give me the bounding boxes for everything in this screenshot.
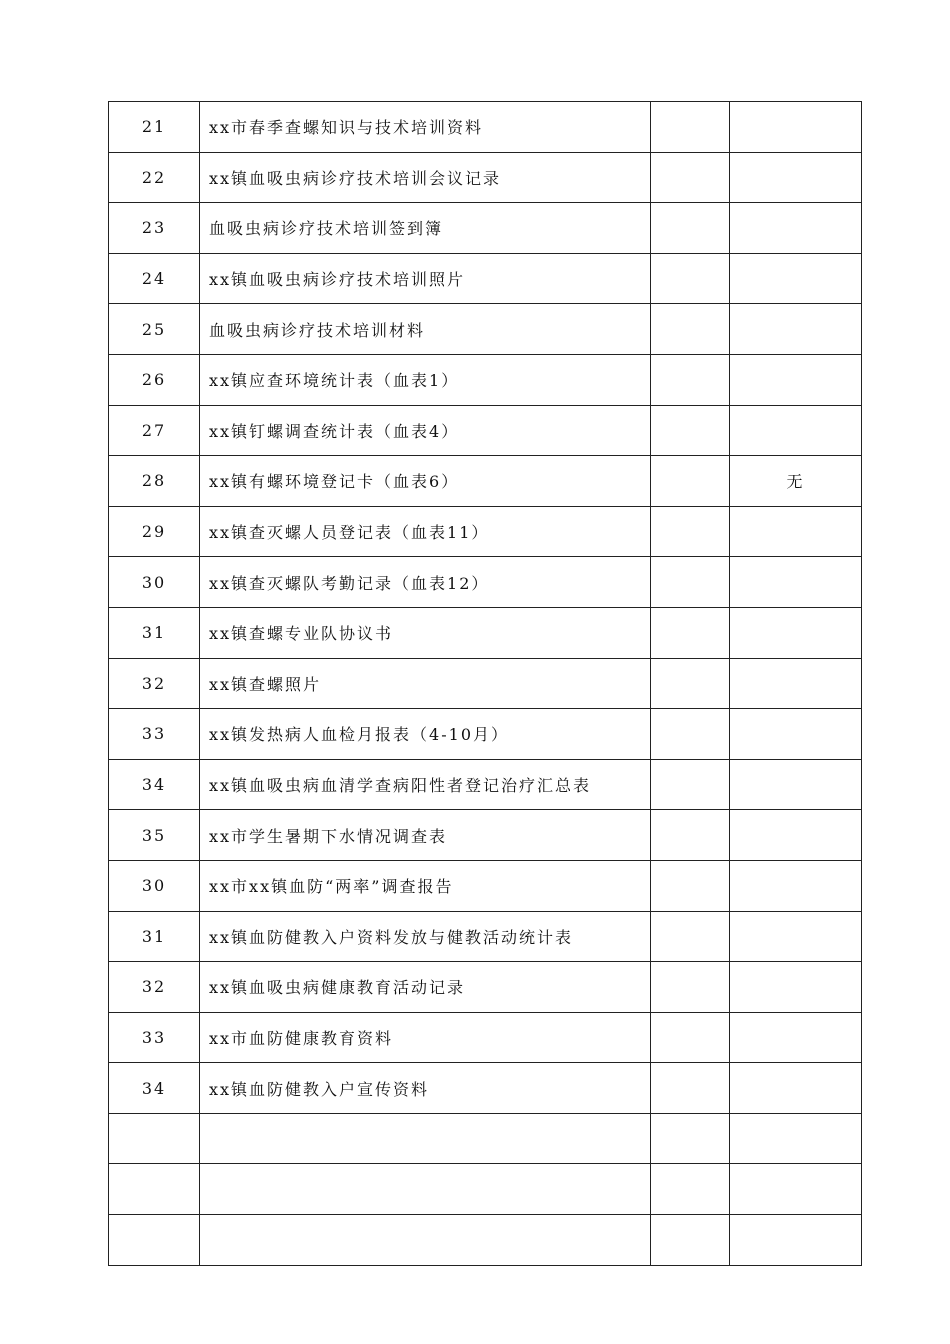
item-name-cell: xx镇血吸虫病诊疗技术培训照片 <box>200 253 651 304</box>
table-body <box>109 102 862 1266</box>
row-number-cell <box>109 1113 200 1164</box>
row-number-cell: 30 <box>109 860 200 911</box>
table-row <box>109 709 862 760</box>
column-3-cell <box>651 911 730 962</box>
item-name-cell <box>200 1113 651 1164</box>
column-3-cell <box>651 405 730 456</box>
row-number-cell: 28 <box>109 456 200 507</box>
column-3-cell <box>651 1164 730 1215</box>
table-row <box>109 658 862 709</box>
table-row <box>109 911 862 962</box>
remark-cell <box>730 253 862 304</box>
remark-cell <box>730 152 862 203</box>
row-number-cell: 34 <box>109 1063 200 1114</box>
column-3-cell <box>651 152 730 203</box>
table-row <box>109 102 862 153</box>
document-table <box>108 101 862 1266</box>
item-name-cell: xx镇查灭螺人员登记表（血表11） <box>200 506 651 557</box>
item-name-cell: xx镇血吸虫病血清学查病阳性者登记治疗汇总表 <box>200 759 651 810</box>
item-name-cell: xx市学生暑期下水情况调查表 <box>200 810 651 861</box>
table-row <box>109 405 862 456</box>
row-number-cell: 24 <box>109 253 200 304</box>
table-row <box>109 253 862 304</box>
table-row <box>109 1215 862 1266</box>
item-name-cell: xx镇发热病人血检月报表（4-10月） <box>200 709 651 760</box>
item-name-cell: xx镇钉螺调查统计表（血表4） <box>200 405 651 456</box>
row-number-cell <box>109 1215 200 1266</box>
row-number-cell: 32 <box>109 658 200 709</box>
row-number-cell: 22 <box>109 152 200 203</box>
table-row <box>109 506 862 557</box>
remark-cell <box>730 607 862 658</box>
item-name-cell <box>200 1215 651 1266</box>
row-number-cell: 32 <box>109 962 200 1013</box>
item-name-cell: xx镇查灭螺队考勤记录（血表12） <box>200 557 651 608</box>
item-name-cell <box>200 1164 651 1215</box>
table-row <box>109 607 862 658</box>
column-3-cell <box>651 1113 730 1164</box>
column-3-cell <box>651 506 730 557</box>
column-3-cell <box>651 658 730 709</box>
column-3-cell <box>651 354 730 405</box>
item-name-cell: xx镇查螺专业队协议书 <box>200 607 651 658</box>
remark-cell <box>730 1012 862 1063</box>
remark-cell <box>730 1215 862 1266</box>
row-number-cell: 33 <box>109 1012 200 1063</box>
row-number-cell: 29 <box>109 506 200 557</box>
row-number-cell: 27 <box>109 405 200 456</box>
table-row <box>109 962 862 1013</box>
item-name-cell: 血吸虫病诊疗技术培训材料 <box>200 304 651 355</box>
remark-cell <box>730 810 862 861</box>
remark-cell <box>730 962 862 1013</box>
remark-cell <box>730 102 862 153</box>
table-row <box>109 810 862 861</box>
column-3-cell <box>651 203 730 254</box>
column-3-cell <box>651 557 730 608</box>
table-row <box>109 354 862 405</box>
row-number-cell: 30 <box>109 557 200 608</box>
table-row <box>109 557 862 608</box>
item-name-cell: xx镇查螺照片 <box>200 658 651 709</box>
remark-cell <box>730 203 862 254</box>
row-number-cell: 25 <box>109 304 200 355</box>
table-row <box>109 152 862 203</box>
item-name-cell: 血吸虫病诊疗技术培训签到簿 <box>200 203 651 254</box>
column-3-cell <box>651 860 730 911</box>
column-3-cell <box>651 810 730 861</box>
column-3-cell <box>651 456 730 507</box>
row-number-cell: 23 <box>109 203 200 254</box>
item-name-cell: xx镇血防健教入户宣传资料 <box>200 1063 651 1114</box>
remark-cell <box>730 709 862 760</box>
row-number-cell: 31 <box>109 911 200 962</box>
row-number-cell: 31 <box>109 607 200 658</box>
table-row <box>109 203 862 254</box>
remark-cell <box>730 1113 862 1164</box>
remark-cell <box>730 557 862 608</box>
item-name-cell: xx镇血吸虫病诊疗技术培训会议记录 <box>200 152 651 203</box>
column-3-cell <box>651 1012 730 1063</box>
column-3-cell <box>651 1063 730 1114</box>
remark-cell <box>730 1063 862 1114</box>
item-name-cell: xx镇有螺环境登记卡（血表6） <box>200 456 651 507</box>
row-number-cell: 26 <box>109 354 200 405</box>
table-row <box>109 1113 862 1164</box>
remark-cell <box>730 1164 862 1215</box>
item-name-cell: xx市xx镇血防“两率”调查报告 <box>200 860 651 911</box>
column-3-cell <box>651 759 730 810</box>
column-3-cell <box>651 102 730 153</box>
table-row <box>109 1063 862 1114</box>
remark-cell <box>730 304 862 355</box>
column-3-cell <box>651 253 730 304</box>
item-name-cell: xx市血防健康教育资料 <box>200 1012 651 1063</box>
table-row <box>109 860 862 911</box>
remark-cell <box>730 860 862 911</box>
item-name-cell: xx镇血吸虫病健康教育活动记录 <box>200 962 651 1013</box>
remark-cell <box>730 658 862 709</box>
row-number-cell: 35 <box>109 810 200 861</box>
remark-cell <box>730 405 862 456</box>
item-name-cell: xx镇应查环境统计表（血表1） <box>200 354 651 405</box>
remark-cell <box>730 506 862 557</box>
remark-cell <box>730 759 862 810</box>
row-number-cell: 33 <box>109 709 200 760</box>
table-row <box>109 759 862 810</box>
table-row <box>109 304 862 355</box>
item-name-cell: xx镇血防健教入户资料发放与健教活动统计表 <box>200 911 651 962</box>
column-3-cell <box>651 1215 730 1266</box>
remark-cell <box>730 354 862 405</box>
column-3-cell <box>651 304 730 355</box>
table-row <box>109 456 862 507</box>
column-3-cell <box>651 607 730 658</box>
table-row <box>109 1012 862 1063</box>
column-3-cell <box>651 962 730 1013</box>
column-3-cell <box>651 709 730 760</box>
remark-cell: 无 <box>730 456 862 507</box>
row-number-cell: 34 <box>109 759 200 810</box>
item-name-cell: xx市春季查螺知识与技术培训资料 <box>200 102 651 153</box>
row-number-cell: 21 <box>109 102 200 153</box>
row-number-cell <box>109 1164 200 1215</box>
table-row <box>109 1164 862 1215</box>
remark-cell <box>730 911 862 962</box>
